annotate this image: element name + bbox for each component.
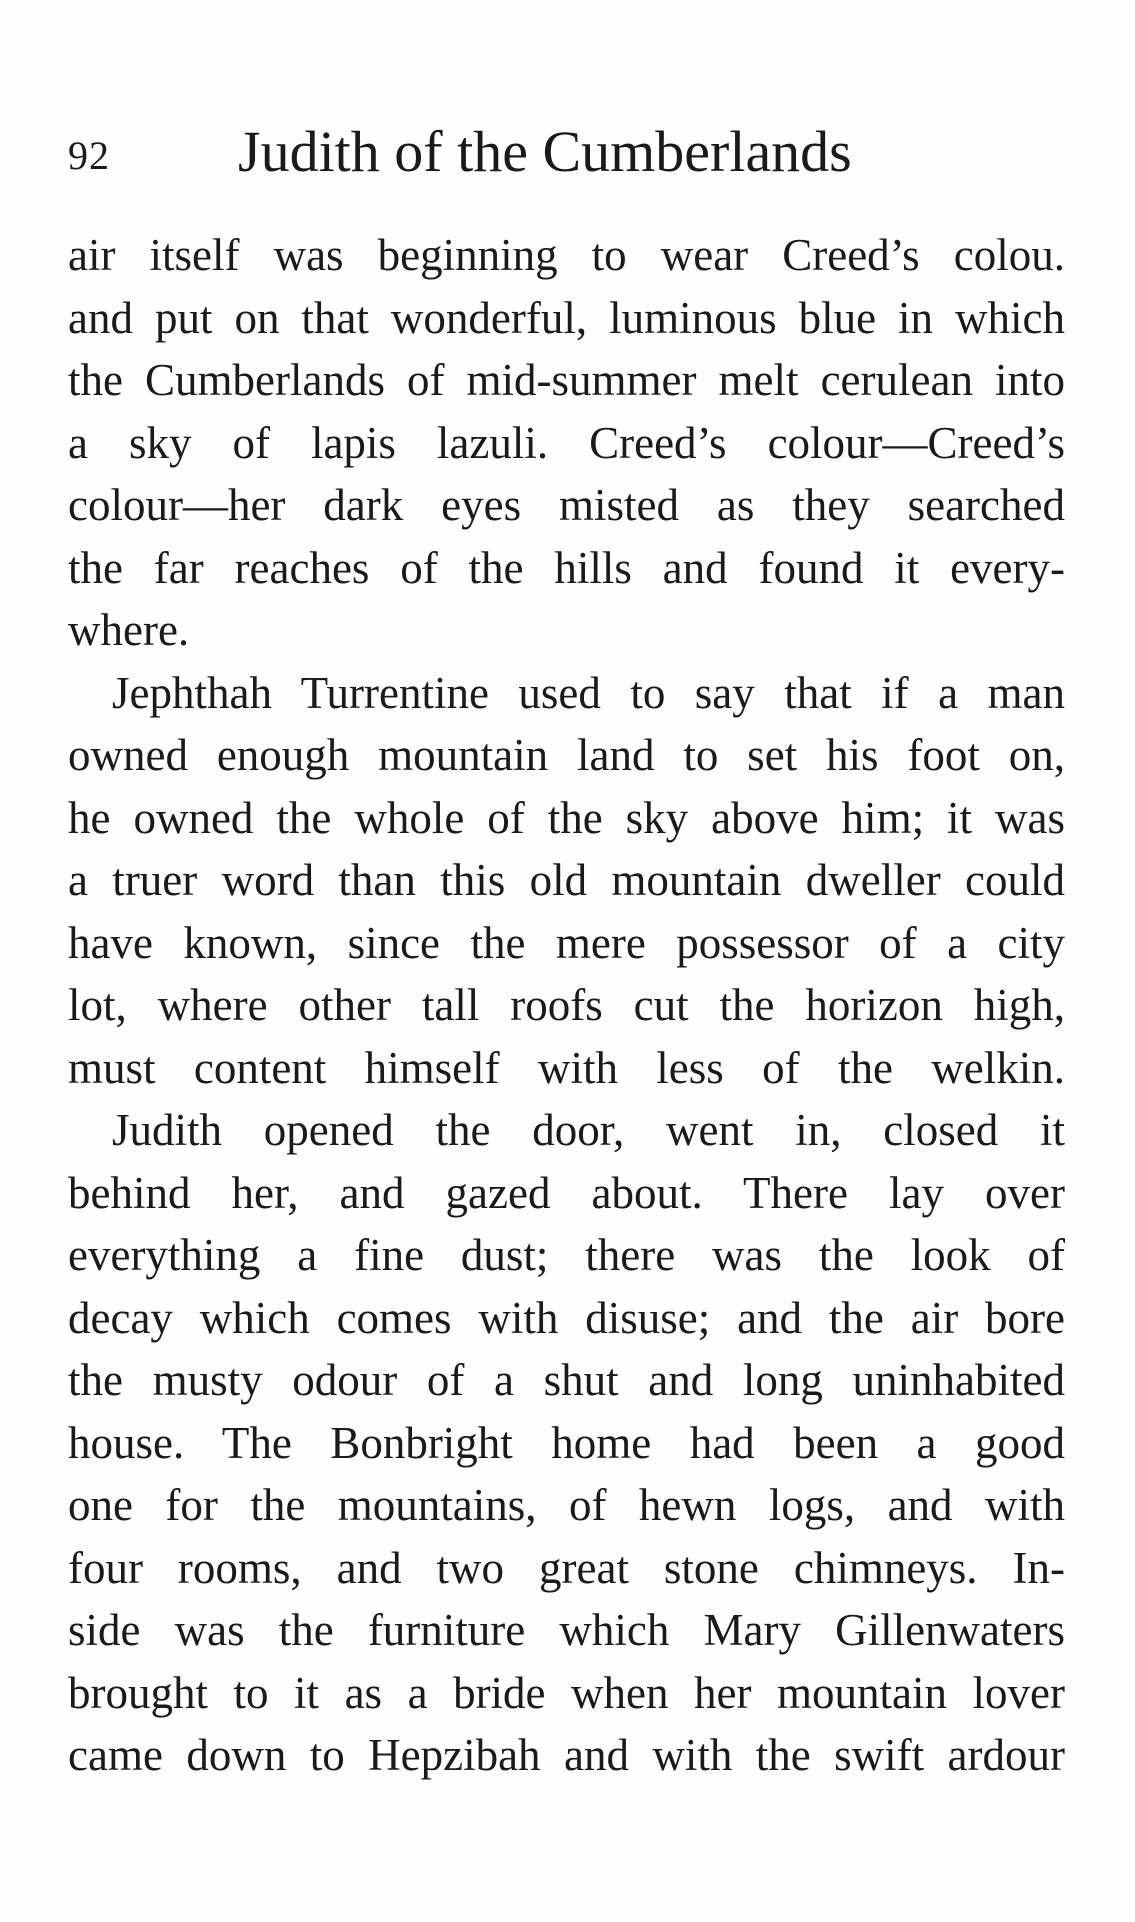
text-line: behind her, and gazed about. There lay over [68,1167,1065,1218]
text-line: side was the furniture which Mary Gillenwaters [68,1605,1065,1655]
text-line: came down to Hepzibah and with the swift ardour [68,1730,1065,1780]
text-line: four rooms, and two great stone chimneys. In- [68,1542,1065,1593]
text-line: owned enough mountain land to set his foot on, [68,730,1065,780]
book-title: Judith of the Cumberlands [238,119,852,184]
body-text [68,224,1065,1787]
text-line: air itself was beginning to wear Creed’s colou. [68,230,1065,280]
running-head [68,118,1068,188]
text-line: must content himself with less of the welkin. [68,1042,1065,1093]
text-line: a truer word than this old mountain dweller could [68,855,1065,905]
text-line: house. The Bonbright home had been a good [68,1417,1065,1468]
page-number: 92 [68,133,110,178]
text-line: a sky of lapis lazuli. Creed’s colour—Creed’s [68,417,1065,468]
text-line: brought to it as a bride when her mountain lover [68,1667,1065,1718]
text-line: one for the mountains, of hewn logs, and with [68,1480,1065,1530]
text-line: Jephthah Turrentine used to say that if a man [112,667,1065,718]
text-line: the far reaches of the hills and found it every- [68,542,1065,593]
text-line: the musty odour of a shut and long uninhabited [68,1355,1065,1405]
text-line: lot, where other tall roofs cut the horizon high, [68,980,1065,1030]
text-line: he owned the whole of the sky above him; it was [68,792,1065,843]
text-line: and put on that wonderful, luminous blue in which [68,292,1065,343]
text-line: the Cumberlands of mid-summer melt cerulean into [68,355,1065,405]
text-line: everything a fine dust; there was the look of [68,1230,1065,1280]
text-line: where. [68,605,190,655]
text-line: Judith opened the door, went in, closed it [112,1105,1065,1155]
text-line: have known, since the mere possessor of a city [68,917,1065,968]
text-line: decay which comes with disuse; and the air bore [68,1292,1065,1343]
text-line: colour—her dark eyes misted as they searched [68,480,1065,530]
